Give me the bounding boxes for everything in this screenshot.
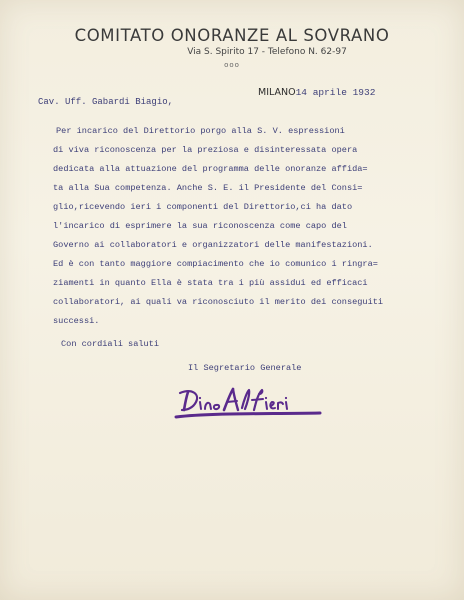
body-line: ta alla Sua competenza. Anche S. E. il Presidente del Consi=	[53, 183, 363, 193]
letter-body	[53, 126, 384, 349]
recipient: Cav. Uff. Gabardi Biagio,	[38, 97, 174, 107]
place: MILANO	[258, 87, 296, 98]
signature-image	[170, 380, 330, 424]
body-line: di viva riconoscenza per la preziosa e disinteressata opera	[53, 145, 358, 155]
place-date	[258, 87, 375, 98]
letterhead-ornament: ooo	[224, 61, 240, 69]
closing-title: Il Segretario Generale	[188, 363, 302, 373]
body-line: Governo ai collaboratori e organizzatori delle manifestazioni.	[53, 240, 373, 250]
body-line: dedicata alla attuazione del programma delle onoranze affida=	[53, 164, 368, 174]
body-line: Ed è con tanto maggiore compiacimento che io comunico i ringra=	[53, 259, 378, 269]
body-line: Con cordiali saluti	[61, 339, 159, 349]
body-line: Per incarico del Direttorio porgo alla S. V. espressioni	[56, 126, 345, 136]
body-line: glio,ricevendo ieri i componenti del Direttorio,ci ha dato	[53, 202, 353, 212]
letterhead-address: Via S. Spirito 17 - Telefono N. 62-97	[187, 47, 347, 57]
body-line: l'incarico di esprimere la sua riconoscenza come capo del	[53, 221, 347, 231]
date: 14 aprile 1932	[295, 87, 376, 98]
letterhead-title: COMITATO ONORANZE AL SOVRANO	[74, 26, 390, 45]
body-line: collaboratori, ai quali va riconosciuto il merito dei conseguiti	[53, 297, 384, 307]
body-line: ziamenti in quanto Ella è stata tra i più assidui ed efficaci	[53, 278, 368, 288]
body-line: successi.	[53, 316, 100, 326]
